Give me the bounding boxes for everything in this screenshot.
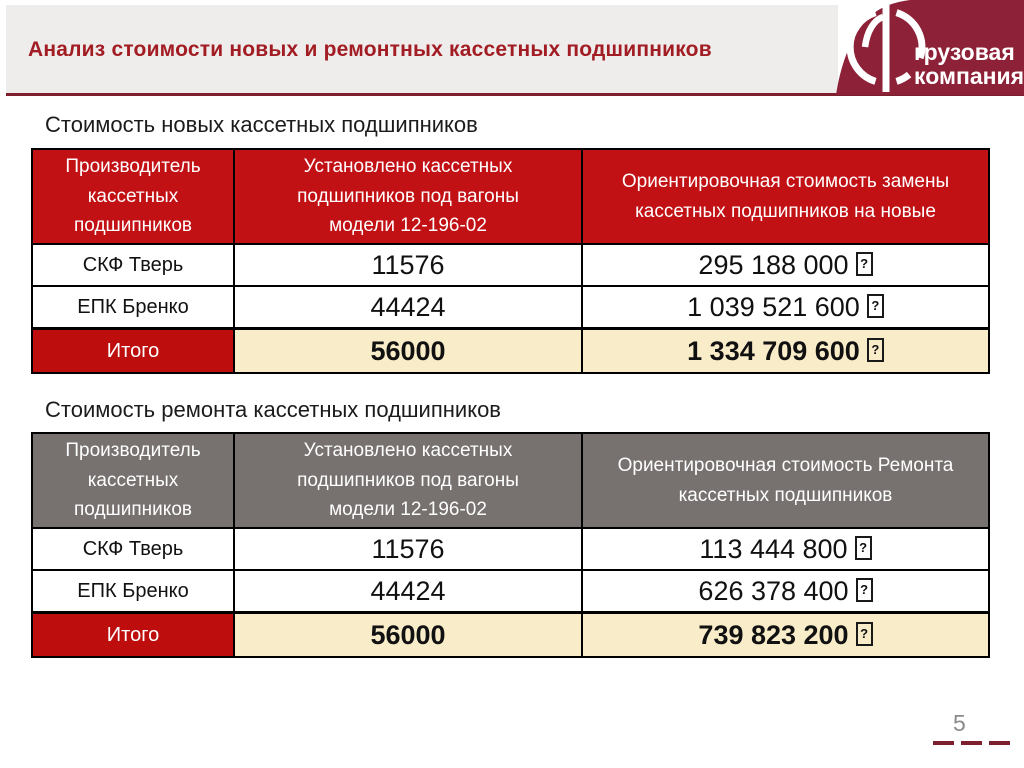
total-row — [32, 613, 989, 658]
installed-cell: 44424 — [234, 570, 582, 613]
cost-value: 1 334 709 600 — [687, 335, 860, 366]
table-row — [32, 286, 989, 329]
page-number: 5 — [953, 710, 966, 736]
missing-currency-glyph-icon: ? — [867, 294, 884, 318]
footer-dash — [989, 741, 1010, 745]
company-logo — [830, 0, 1024, 95]
total-label-cell: Итого — [32, 613, 234, 658]
column-header-installed: Установлено кассетных подшипников под вагоны модели 12-196-02 — [234, 149, 582, 244]
manufacturer-cell: СКФ Тверь — [32, 244, 234, 286]
slide-title: Анализ стоимости новых и ремонтных кассетных подшипников — [28, 38, 712, 61]
section-title-new-bearings: Стоимость новых кассетных подшипников — [45, 112, 478, 137]
manufacturer-cell: СКФ Тверь — [32, 528, 234, 570]
total-cost-cell — [582, 613, 989, 658]
installed-cell: 44424 — [234, 286, 582, 329]
cost-value: 739 823 200 — [698, 619, 849, 650]
cost-cell — [582, 570, 989, 613]
column-header-manufacturer: Производитель кассетных подшипников — [32, 433, 234, 528]
cost-value: 295 188 000 — [698, 249, 849, 280]
manufacturer-cell: ЕПК Бренко — [32, 570, 234, 613]
table-row — [32, 570, 989, 613]
total-installed-cell: 56000 — [234, 613, 582, 658]
column-header-cost: Ориентировочная стоимость замены кассетных подшипников на новые — [582, 149, 989, 244]
missing-currency-glyph-icon: ? — [856, 578, 873, 602]
cost-value: 113 444 800 — [699, 533, 848, 564]
table-row — [32, 528, 989, 570]
cost-value: 626 378 400 — [698, 575, 849, 606]
table-header-row — [32, 433, 989, 528]
installed-cell: 11576 — [234, 528, 582, 570]
footer-dash — [961, 741, 982, 745]
missing-currency-glyph-icon: ? — [867, 338, 884, 362]
footer-dash — [933, 741, 954, 745]
footer-dashes — [933, 741, 1010, 745]
column-header-cost: Ориентировочная стоимость Ремонта кассетных подшипников — [582, 433, 989, 528]
total-cost-cell — [582, 329, 989, 374]
cost-cell — [582, 244, 989, 286]
total-installed-cell: 56000 — [234, 329, 582, 374]
missing-currency-glyph-icon: ? — [856, 622, 873, 646]
missing-currency-glyph-icon: ? — [855, 536, 872, 560]
missing-currency-glyph-icon: ? — [856, 252, 873, 276]
column-header-manufacturer: Производитель кассетных подшипников — [32, 149, 234, 244]
table-row — [32, 244, 989, 286]
cost-cell — [582, 528, 989, 570]
repair-bearings-table — [31, 432, 990, 658]
section-title-repair-bearings: Стоимость ремонта кассетных подшипников — [45, 397, 501, 422]
table-header-row — [32, 149, 989, 244]
column-header-installed: Установлено кассетных подшипников под вагоны модели 12-196-02 — [234, 433, 582, 528]
logo-text-line2: компания — [914, 63, 1024, 89]
logo-text-line1: грузовая — [914, 39, 1015, 65]
cost-cell — [582, 286, 989, 329]
cost-value: 1 039 521 600 — [687, 291, 860, 322]
manufacturer-cell: ЕПК Бренко — [32, 286, 234, 329]
total-label-cell: Итого — [32, 329, 234, 374]
total-row — [32, 329, 989, 374]
new-bearings-table — [31, 148, 990, 374]
installed-cell: 11576 — [234, 244, 582, 286]
